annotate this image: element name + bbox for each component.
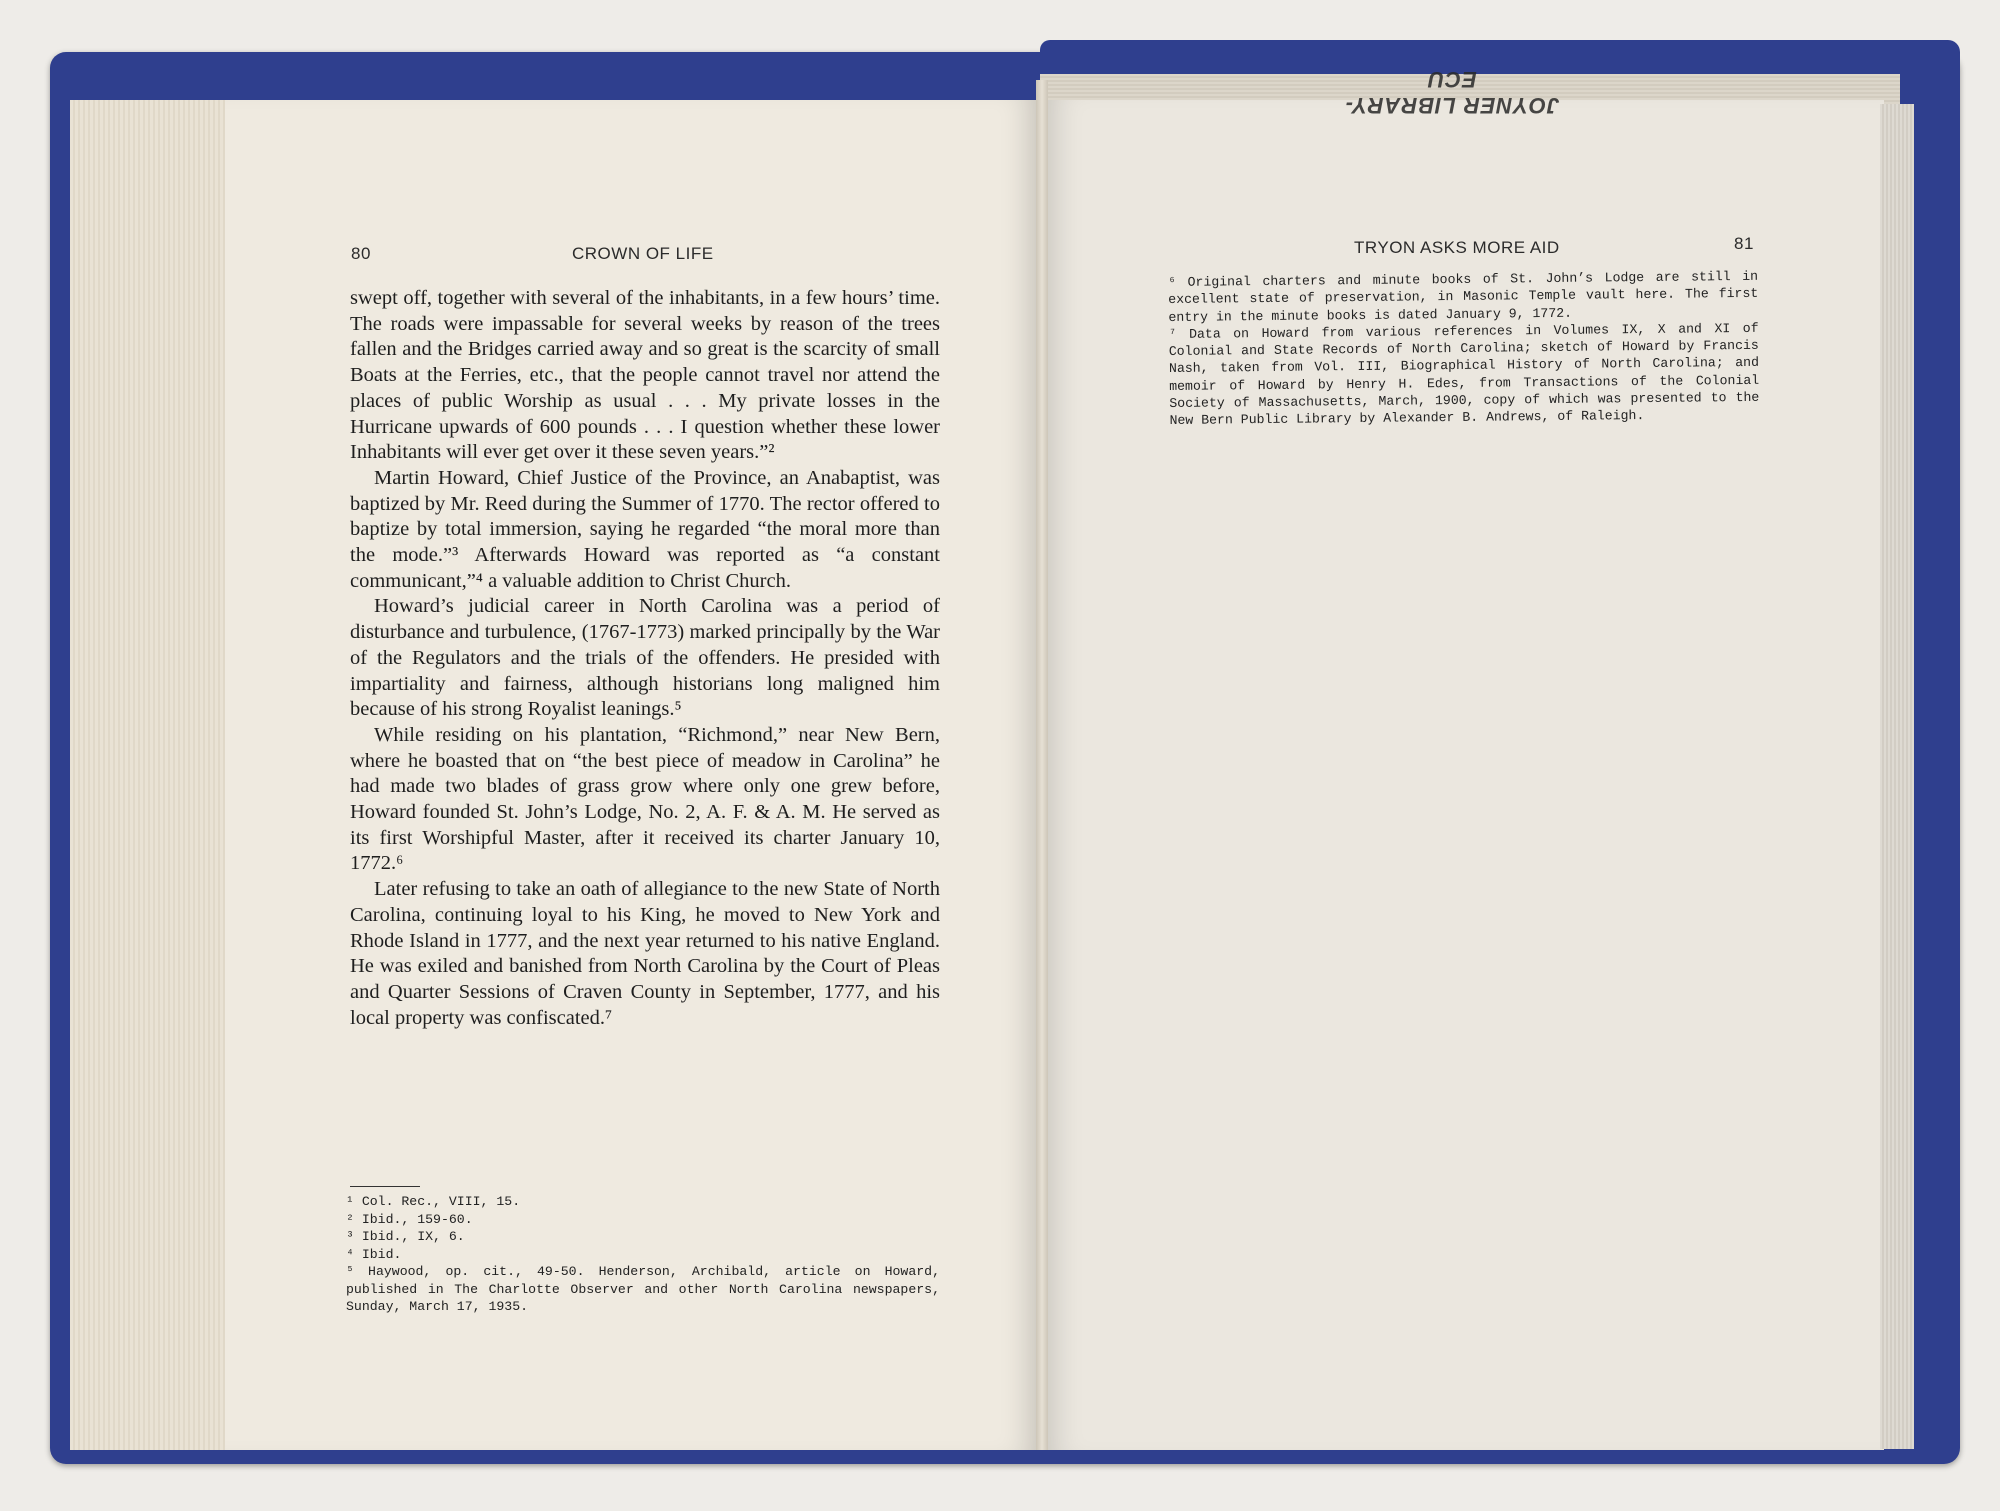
body-paragraph: While residing on his plantation, “Richmond,” near New Bern, where he boasted that on “the best piece of meadow in Carolina” he had made two blades of grass grow where only one grew before, Howard founded St. John’s Lodge, No. 2, A. F. & A. M. He served as its first Worshipful Master, after it received its charter January 10, 1772.⁶ [350, 723, 940, 875]
footnote-rule [350, 1186, 420, 1187]
body-paragraph: Martin Howard, Chief Justice of the Province, an Anabaptist, was baptized by Mr. Reed during the Summer of 1770. The rector offered to baptize by total immersion, saying he regarded “the moral more than the mode.”³ Afterwards Howard was reported as “a constant communicant,”⁴ a valuable addition to Christ Church. [350, 466, 940, 592]
footnote: ⁴ Ibid. [346, 1246, 402, 1262]
left-page-stack [70, 100, 231, 1450]
body-paragraph: Howard’s judicial career in North Carolina was a period of disturbance and turbulence, (1767-1773) marked principally by the War of the Regulators and the trials of the offenders. He presided with impartiality and fairness, although historians long maligned him because of his strong Royalist leanings.⁵ [350, 595, 940, 721]
footnote: ² Ibid., 159-60. [346, 1211, 473, 1227]
right-running-head: TRYON ASKS MORE AID [1354, 238, 1560, 257]
body-paragraph: Later refusing to take an oath of allegiance to the new State of North Carolina, continuing loyal to his King, he moved to New York and Rhode Island in 1777, and the next year returned to his native England. He was exiled and banished from North Carolina by the Court of Pleas and Quarter Sessions of Craven County in September, 1777, and his local property was confiscated.⁷ [350, 878, 940, 1029]
footnote: ³ Ibid., IX, 6. [346, 1229, 465, 1244]
footnote: ⁶ Original charters and minute books of St. John’s Lodge are still in excellent state of preservation, in Masonic Temple vault here. The first entry in the minute books is dated January 9, 1772. [1168, 268, 1759, 325]
right-footnotes [1168, 268, 1760, 430]
left-running-head: CROWN OF LIFE [572, 244, 714, 263]
left-page-number: 80 [351, 244, 371, 263]
right-page-number: 81 [1734, 234, 1754, 253]
footnote: ⁷ Data on Howard from various references in Volumes IX, X and XI of Colonial and State Records of North Carolina; sketch of Howard by Francis Nash, taken from Vol. III, Biographical History of North Carolina; and memoir of Howard by Henry H. Edes, from Transactions of the Colonial Society of Massachusetts, March, 1900, copy of which was presented to the New Bern Public Library by Alexander B. Andrews, of Raleigh. [1168, 320, 1760, 429]
left-body-text [350, 286, 940, 1031]
book-gutter [1036, 80, 1048, 1450]
library-stamp: JOYNER LIBRARY-ECU [1344, 67, 1560, 118]
body-paragraph: swept off, together with several of the inhabitants, in a few hours’ time. The roads were impassable for several weeks by reason of the trees fallen and the Bridges carried away and so great is the scarcity of small Boats at the Ferries, etc., that the people cannot travel nor attend the places of public Worship as usual . . . My private losses in the Hurricane upwards of 600 pounds . . . I question whether these lower Inhabitants will ever get over it these seven years.”² [350, 287, 940, 464]
footnote: ¹ Col. Rec., VIII, 15. [346, 1194, 521, 1209]
right-page-stack [1880, 104, 1914, 1449]
left-footnotes [346, 1193, 940, 1316]
book-cover-top-edge [1040, 40, 1960, 70]
footnote: ⁵ Haywood, op. cit., 49-50. Henderson, Archibald, article on Howard, published in The Charlotte Observer and other North Carolina newspapers, Sunday, March 17, 1935. [346, 1264, 940, 1314]
